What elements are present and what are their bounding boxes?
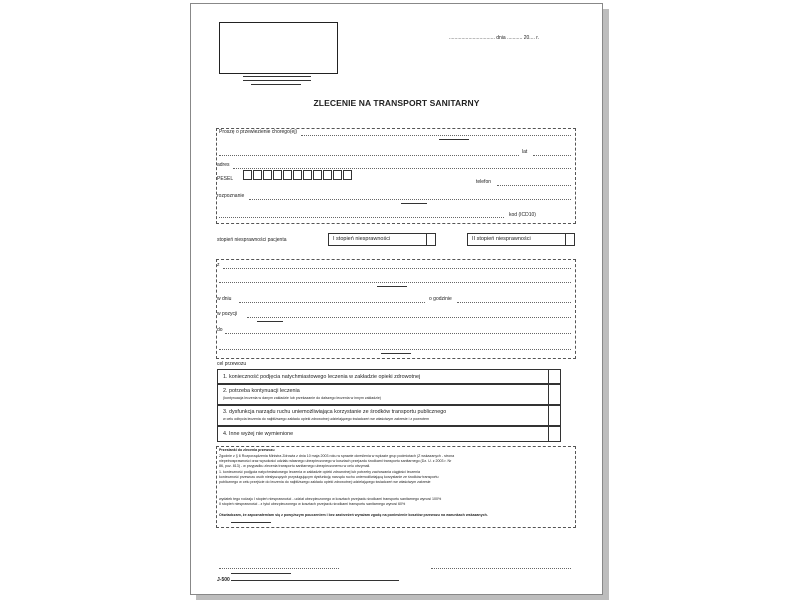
footer-rule (231, 580, 399, 581)
address-label: adres (217, 162, 230, 168)
purpose-option-2-text: 2. potrzeba kontynuacji leczenia (223, 388, 300, 394)
phone-label: telefon (476, 179, 492, 185)
purpose-option-2-checkbox[interactable] (548, 384, 561, 405)
purpose-option-3[interactable] (217, 405, 561, 426)
purpose-option-3-sub: w celu odbycia leczenia do najbliższego zakładu opieki zdrowotnej udzielającego świadczeń we właściwym zakresie i z powrotem (223, 417, 429, 421)
signature-left-field[interactable] (219, 568, 339, 569)
signature-left-underline (231, 573, 291, 574)
legal-line-3: 86, poz. 813) - w przypadku zlecenia transportu sanitarnego ubezpieczonemu w celu otrzymali. (219, 464, 371, 468)
date-line: ................................. dnia ........... 20.... r. (449, 35, 540, 41)
legal-line-8: II stopień niesprawności - z tytuł ubezpieczonego w kosztach przejazdu środkami transportu sanitarnego wynosi 60% (219, 502, 406, 506)
disability-option-1[interactable] (328, 233, 436, 246)
mark (377, 286, 407, 287)
icd-label: kod (ICD10) (509, 212, 536, 218)
patient-name-field[interactable] (301, 135, 571, 136)
purpose-option-1[interactable] (217, 369, 561, 384)
purpose-option-1-text: 1. konieczność podjęcia natychmiastowego leczenia w zakładzie opieki zdrowotnej (223, 374, 421, 380)
hour-label: o godzinie (429, 296, 452, 302)
phone-field[interactable] (497, 185, 571, 186)
position-field[interactable] (247, 317, 571, 318)
position-label: w pozycji (217, 311, 238, 317)
stamp-box (219, 22, 338, 74)
legal-line-2: niepełnosprawności oraz wysokości udziału własnego ubezpieczonego w kosztach przejazdu środkami transportu sanitarnego (Dz. U. z 2003 r. Nr (219, 459, 452, 463)
from-field-2[interactable] (219, 282, 571, 283)
document-page (190, 3, 603, 595)
disability-option-1-label: I stopień niesprawności (333, 236, 391, 242)
document-title: ZLECENIE NA TRANSPORT SANITARNY (313, 98, 480, 108)
to-field[interactable] (225, 333, 571, 334)
diagnosis-field[interactable] (249, 199, 571, 200)
hour-field[interactable] (457, 302, 571, 303)
purpose-label: cel przewozu (217, 361, 247, 367)
legal-heading: Przesłanki do zlecenia przewozu (219, 448, 275, 452)
pesel-boxes[interactable] (243, 170, 353, 180)
purpose-option-3-text: 3. dysfunkcja narządu ruchu uniemożliwiająca korzystanie ze środków transportu publicznego (223, 409, 447, 415)
purpose-option-4-text: 4. Inne wyżej nie wymienione (223, 431, 294, 437)
mark (401, 203, 427, 204)
mark (439, 139, 469, 140)
pesel-label: PESEL (217, 176, 234, 182)
address-field[interactable] (233, 168, 571, 169)
legal-line-4: 1. konieczność podjęcia natychmiastowego leczenia w zakładzie opieki zdrowotnej lub potrzeby zachowania ciągłości leczenia (219, 470, 420, 474)
disability-option-2-checkbox[interactable] (565, 233, 575, 246)
disability-option-2-label: II stopień niesprawności (472, 236, 531, 242)
legal-line-5: konieczność przewozu osób niesłyszących przysługującym dysfunkcję narządu ruchu uniemożliwiającą korzystanie ze środków transportu (219, 475, 439, 479)
day-field[interactable] (239, 302, 425, 303)
signature-right-field[interactable] (431, 568, 571, 569)
day-label: w dniu (217, 296, 232, 302)
mark (381, 353, 411, 354)
mark (231, 522, 271, 523)
from-label: z (217, 262, 220, 268)
purpose-option-4[interactable] (217, 426, 561, 442)
legal-line-1: Zgodnie z § 6 Rozporządzenia Ministra Zdrowia z dnia 10 maja 2003 roku w sprawie określenia w wykazie grup podmiotach (Z wskazanych - strona (219, 454, 455, 458)
purpose-option-2-sub: (kontynuacja leczenia w danym zakładzie lub przekazanie do dalszego leczenia w innym zakładzie) (223, 396, 382, 400)
stamp-underline-3 (251, 84, 301, 85)
stamp-underline (243, 76, 311, 77)
to-field-2[interactable] (219, 349, 571, 350)
transport-section (216, 259, 576, 359)
request-label: Proszę o przewiezienie chorego(ej) (219, 129, 298, 135)
from-field[interactable] (223, 268, 571, 269)
purpose-option-1-checkbox[interactable] (548, 369, 561, 384)
form-code: J-500 (217, 577, 230, 583)
purpose-option-2[interactable] (217, 384, 561, 405)
diagnosis-field-2[interactable] (219, 217, 504, 218)
to-label: do (217, 327, 223, 333)
disability-option-2[interactable] (467, 233, 575, 246)
purpose-option-3-checkbox[interactable] (548, 405, 561, 426)
diagnosis-label: rozpoznanie (217, 193, 245, 199)
age-field[interactable] (533, 155, 571, 156)
purpose-option-4-checkbox[interactable] (548, 426, 561, 442)
disability-option-1-checkbox[interactable] (426, 233, 436, 246)
stamp-underline-2 (243, 80, 311, 81)
legal-line-7: wydatek tego rodzaju I stopień niesprawności - udział ubezpieczonego w kosztach przejazdu środkami transportu sanitarnego wynosi 100% (219, 497, 442, 501)
age-label: lat (522, 149, 528, 155)
patient-name-field-2[interactable] (219, 155, 519, 156)
legal-declaration: Oświadczam, że zapoznałem/am się z powyższym pouczeniem i bez zastrzeżeń wyrażam zgodę na poniesienie kosztów przewozu na warunkach wskazanych. (219, 513, 488, 517)
disability-label: stopień niesprawności pacjenta (217, 237, 287, 243)
mark (257, 321, 283, 322)
legal-line-6: publicznego w celu przejście do leczenia do najbliższego zakładu opieki zdrowotnej udzielającego świadczeń we właściwym zakresie (219, 480, 431, 484)
